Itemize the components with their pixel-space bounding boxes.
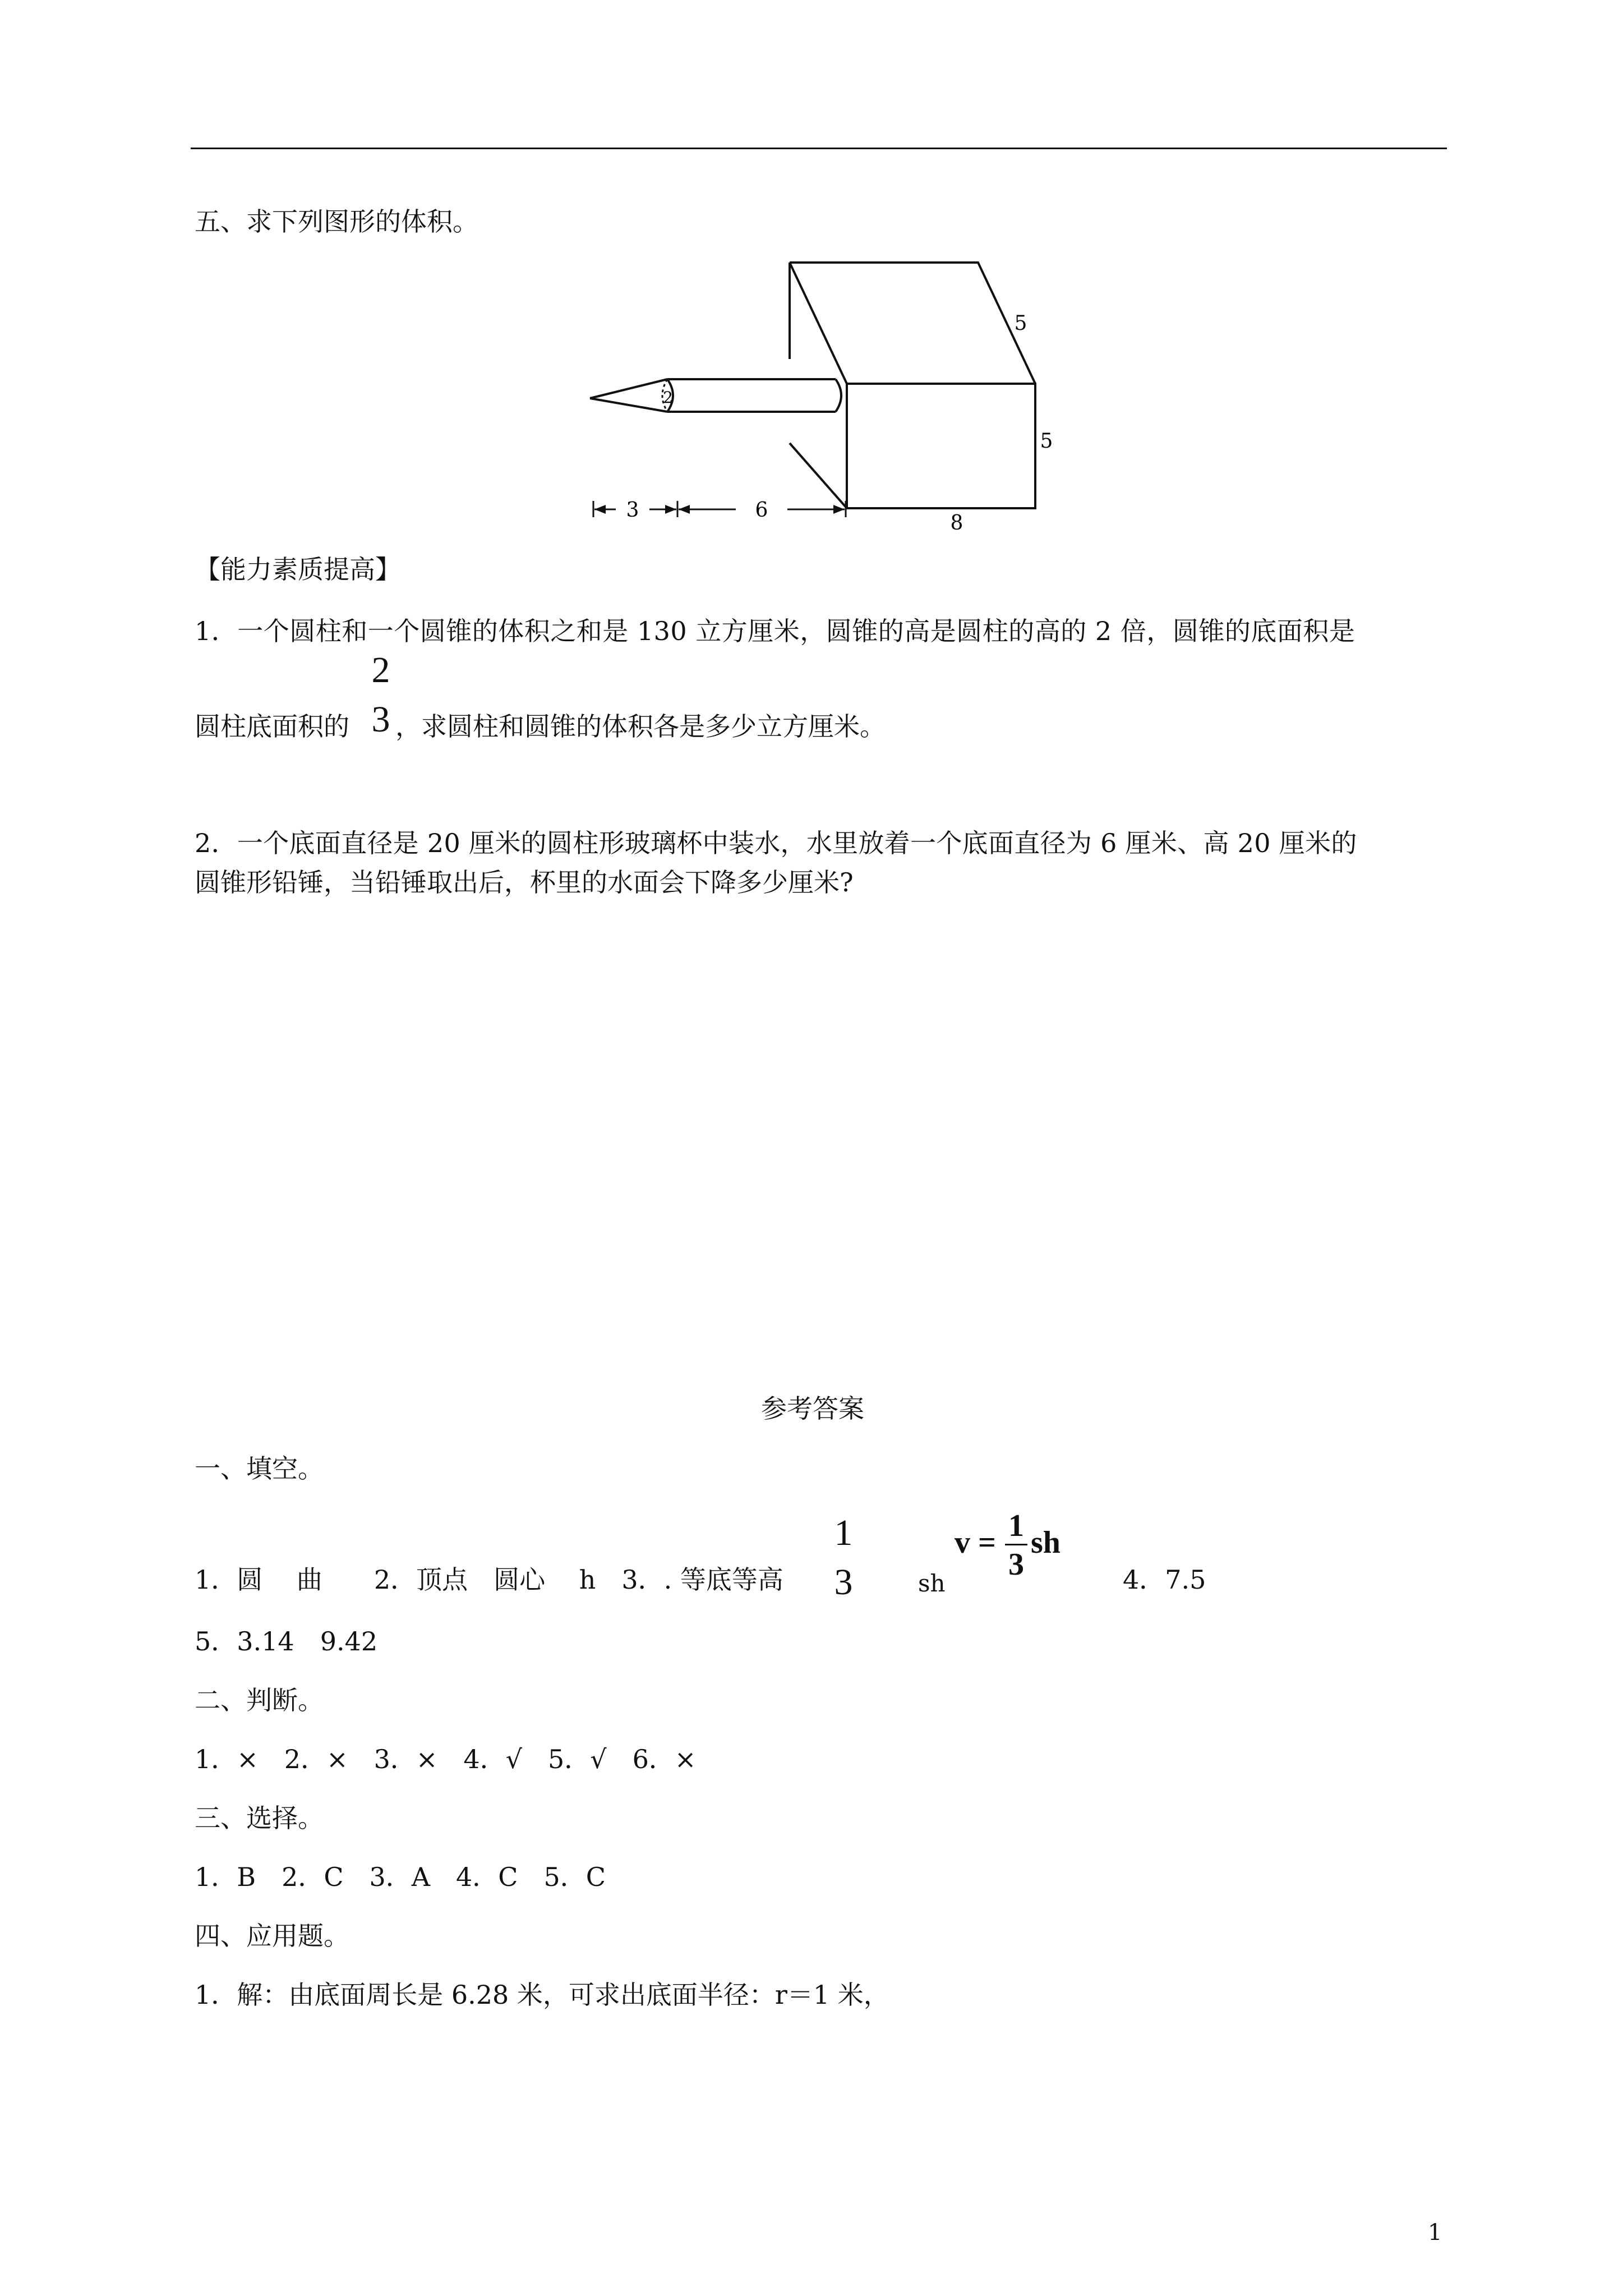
- answer-section4-heading: 四、应用题。: [195, 1921, 349, 1951]
- formula-numerator: 1: [1008, 1508, 1024, 1543]
- q1-prefix: 圆柱底面积的: [195, 711, 349, 742]
- q1-suffix: ，求圆柱和圆锥的体积各是多少立方厘米。: [395, 711, 886, 742]
- dim-cylinder-length-label: 6: [755, 499, 768, 522]
- cone-outline: [590, 379, 667, 412]
- q1-fraction-numerator: 2: [371, 650, 390, 691]
- dim-cone-length-label: 3: [626, 499, 639, 522]
- box-depth-label: 5: [1014, 312, 1027, 335]
- box-front-face: [847, 384, 1035, 508]
- page-number: 1: [1428, 2220, 1442, 2246]
- q1-line1: 1．一个圆柱和一个圆锥的体积之和是 130 立方厘米，圆锥的高是圆柱的高的 2 倍，圆锥的底面积是: [195, 616, 1355, 646]
- answer-one-third-fraction: [831, 1512, 856, 1603]
- ability-title: 【能力素质提高】: [195, 554, 401, 585]
- answer-item4: 4．7.5: [1123, 1565, 1206, 1595]
- answer-section4-line: 1．解：由底面周长是 6.28 米，可求出底面半径：r＝1 米，: [195, 1980, 889, 2010]
- section5-title: 五、求下列图形的体积。: [195, 206, 478, 237]
- answer-fraction-denominator: 3: [834, 1562, 853, 1603]
- answer-section2-line: 1．× 2．× 3．× 4．√ 5．√ 6．×: [195, 1744, 697, 1774]
- q1-fraction: [367, 652, 394, 738]
- answer-section1-heading: 一、填空。: [195, 1453, 324, 1484]
- cone-diameter-label: 2: [663, 388, 673, 407]
- cone-volume-formula-rhs: sh: [1031, 1525, 1061, 1560]
- answer-sh: sh: [918, 1570, 946, 1597]
- composite-solid-figure: [583, 258, 1066, 550]
- cone-volume-formula-lhs: v =: [955, 1525, 996, 1560]
- answer-section1-line1: 1．圆 曲 2．顶点 圆心 h 3．. 等底等高: [195, 1565, 783, 1595]
- answers-title: 参考答案: [761, 1393, 864, 1424]
- q1-fraction-denominator: 3: [371, 699, 390, 740]
- answer-section1-line2: 5．3.14 9.42: [195, 1626, 378, 1657]
- box-top-edges: [790, 263, 1035, 384]
- q2-line1: 2．一个底面直径是 20 厘米的圆柱形玻璃杯中装水，水里放着一个底面直径为 6 厘米、高 20 厘米的: [195, 828, 1357, 858]
- box-width-label: 8: [950, 512, 963, 535]
- answer-section3-line: 1．B 2．C 3．A 4．C 5．C: [195, 1862, 606, 1892]
- box-height-label: 5: [1040, 430, 1053, 453]
- q2-line2: 圆锥形铅锤，当铅锤取出后，杯里的水面会下降多少厘米?: [195, 867, 854, 898]
- box-left-slant-edge: [790, 443, 847, 508]
- header-rule: [191, 148, 1447, 149]
- cone-volume-formula-fraction: [1005, 1510, 1027, 1580]
- answer-fraction-numerator: 1: [834, 1512, 853, 1553]
- cylinder-end-cap: [836, 379, 841, 412]
- answer-section2-heading: 二、判断。: [195, 1685, 324, 1715]
- answer-section3-heading: 三、选择。: [195, 1803, 324, 1833]
- formula-denominator: 3: [1008, 1547, 1024, 1582]
